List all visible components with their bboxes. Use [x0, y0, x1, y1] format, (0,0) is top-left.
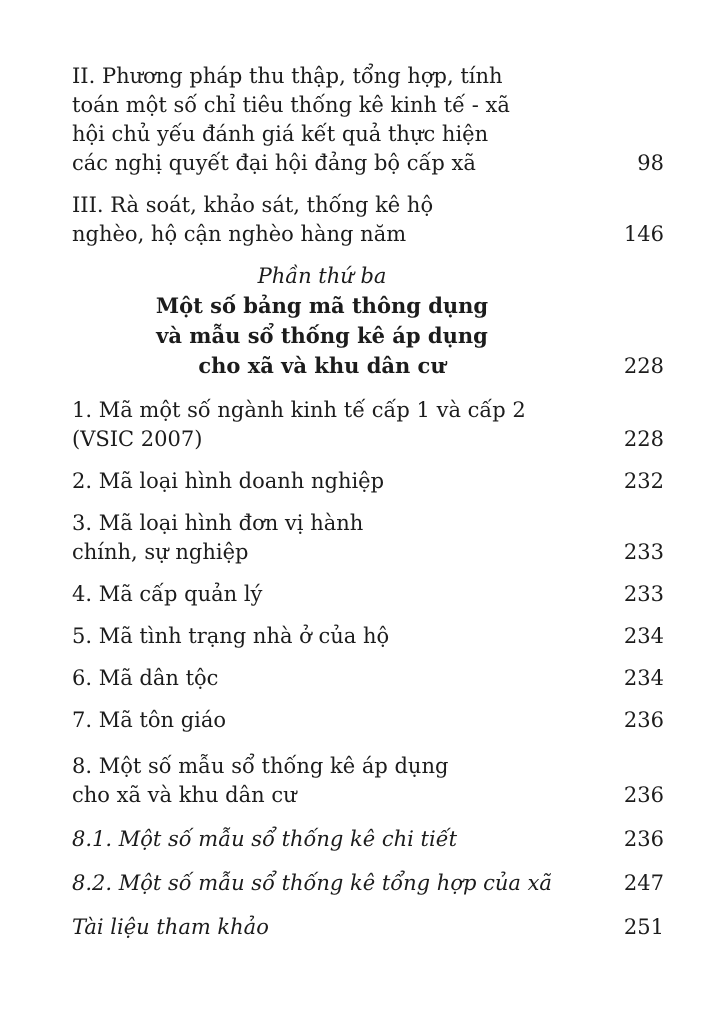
page-number: 234: [623, 666, 664, 690]
toc-entry-line: 4. Mã cấp quản lý: [72, 582, 263, 606]
toc-entry-line: toán một số chỉ tiêu thống kê kinh tế - xã: [72, 93, 510, 117]
toc-entry-3[interactable]: [72, 509, 664, 567]
toc-entry-line: 3. Mã loại hình đơn vị hành: [72, 511, 364, 535]
toc-entry-line: 8.1. Một số mẫu sổ thống kê chi tiết: [72, 827, 458, 851]
toc-entry-line: cho xã và khu dân cư: [72, 783, 297, 807]
toc-entry-line: 2. Mã loại hình doanh nghiệp: [72, 469, 385, 493]
toc-entry-line: 5. Mã tình trạng nhà ở của hộ: [72, 624, 390, 648]
toc-entry-line: Tài liệu tham khảo: [72, 915, 269, 939]
table-of-contents: [72, 62, 664, 955]
toc-entry-section-iii[interactable]: [72, 191, 664, 249]
page-number: 228: [623, 354, 664, 378]
part-label: Phần thứ ba: [257, 264, 387, 288]
page-number: 236: [623, 827, 664, 851]
toc-entry-section-ii[interactable]: [72, 62, 664, 178]
toc-entry-8-1[interactable]: [72, 825, 664, 854]
page-number: 98: [637, 151, 664, 175]
toc-entry-line: nghèo, hộ cận nghèo hàng năm: [72, 222, 407, 246]
toc-entry-line: III. Rà soát, khảo sát, thống kê hộ: [72, 193, 434, 217]
page-number: 236: [623, 708, 664, 732]
page-number: 251: [623, 915, 664, 939]
page-number: 232: [623, 469, 664, 493]
toc-entry-line: các nghị quyết đại hội đảng bộ cấp xã: [72, 151, 476, 175]
toc-entry-line: II. Phương pháp thu thập, tổng hợp, tính: [72, 64, 503, 88]
toc-entry-line: 8.2. Một số mẫu sổ thống kê tổng hợp của xã: [72, 871, 552, 895]
toc-entry-6[interactable]: [72, 664, 664, 693]
part-title-line: cho xã và khu dân cư: [198, 353, 446, 378]
toc-entry-line: hội chủ yếu đánh giá kết quả thực hiện: [72, 122, 489, 146]
page-number: 247: [623, 871, 664, 895]
toc-entry-line: 8. Một số mẫu sổ thống kê áp dụng: [72, 754, 449, 778]
toc-entry-line: 7. Mã tôn giáo: [72, 708, 227, 732]
part-three-heading[interactable]: [72, 262, 664, 381]
page-number: 233: [623, 540, 664, 564]
page-number: 228: [623, 427, 664, 451]
toc-entry-8[interactable]: [72, 752, 664, 810]
toc-entry-4[interactable]: [72, 580, 664, 609]
toc-entry-5[interactable]: [72, 622, 664, 651]
toc-entry-8-2[interactable]: [72, 869, 664, 898]
part-title-line: Một số bảng mã thông dụng: [155, 293, 489, 318]
page-number: 146: [623, 222, 664, 246]
toc-entry-references[interactable]: [72, 913, 664, 942]
page-number: 236: [623, 783, 664, 807]
toc-entry-line: (VSIC 2007): [72, 427, 203, 451]
toc-entry-1[interactable]: [72, 396, 664, 454]
toc-entry-line: chính, sự nghiệp: [72, 540, 249, 564]
page-number: 233: [623, 582, 664, 606]
toc-entry-2[interactable]: [72, 467, 664, 496]
toc-entry-7[interactable]: [72, 706, 664, 735]
page-number: 234: [623, 624, 664, 648]
toc-entry-line: 1. Mã một số ngành kinh tế cấp 1 và cấp 2: [72, 398, 526, 422]
part-title-line: và mẫu sổ thống kê áp dụng: [156, 323, 488, 348]
toc-entry-line: 6. Mã dân tộc: [72, 666, 219, 690]
